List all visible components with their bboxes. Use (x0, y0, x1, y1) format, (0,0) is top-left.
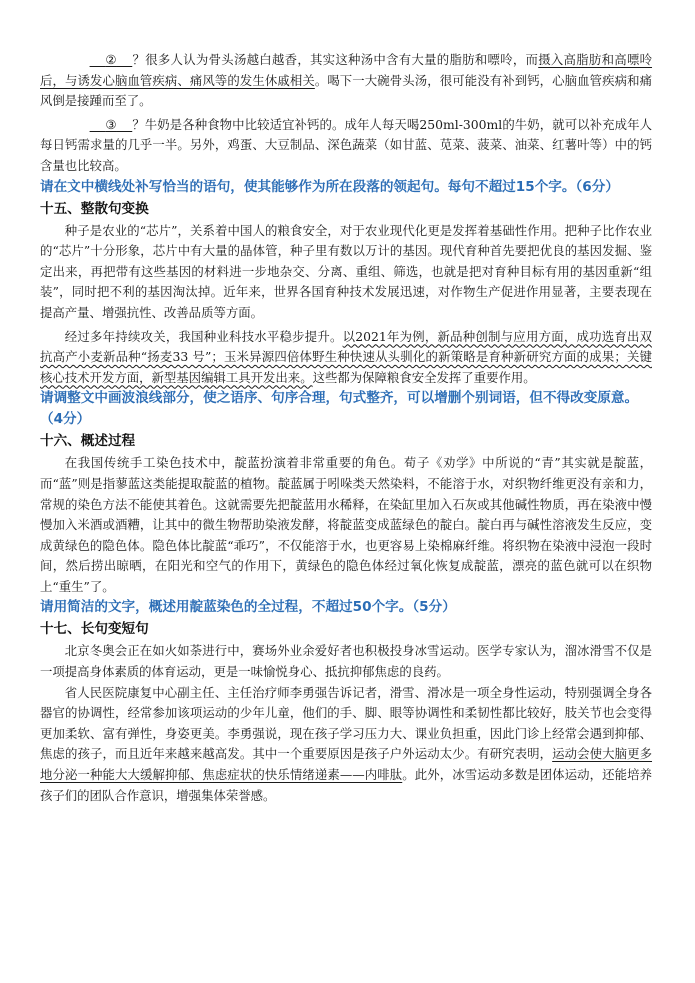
paragraph-16-1: 在我国传统手工染色技术中，靛蓝扮演着非常重要的角色。荀子《劝学》中所说的“青”其实就是靛蓝，而“蓝”则是指蓼蓝这类能提取靛蓝的植物。靛蓝属于吲哚类天然染料，不能溶于水，对织物纤维更没有亲和力，常规的染色方法不能使其着色。这就需要先把靛蓝用水稀释，在染缸里加入石灰或其他碱性物质，再在染液中慢慢加入米酒或酒糟，让其中的微生物帮助染液发酵，将靛蓝变成蓝绿色的靛白。靛白再与碱性溶液发生反应，变成黄绿色的隐色体。隐色体比靛蓝“乖巧”，不仅能溶于水，也更容易上染棉麻纤维。将织物在染液中浸泡一段时间，然后捞出晾晒，在阳光和空气的作用下，黄绿色的隐色体经过氧化恢复成靛蓝，漂亮的蓝色就可以在织物上“重生”了。 (40, 455, 652, 594)
section-heading-16: 十六、概述过程 (40, 433, 136, 450)
blank-number: ③ (105, 116, 117, 132)
paragraph-15-1: 种子是农业的“芯片”，关系着中国人的粮食安全，对于农业现代化更是发挥着基础性作用。把种子比作农业的“芯片”十分形象，芯片中有大量的晶体管，种子里有数以万计的基因。现代育种首先要把优良的基因发掘、鉴定出来，再把带有这些基因的材料进一步地杂交、分离、重组、筛选，也就是把对育种目标有用的基因重新“组装”，同时把不利的基因淘汰掉。近年来，世界各国育种技术发展迅速，对作物生产促进作用显著，主要表现在提高产量、增强抗性、改善品质等方面。 (40, 222, 652, 320)
question-15: 请调整文中画波浪线部分，使之语序、句序合理，句式整齐，可以增删个别词语，但不得改变原意。（4分） (40, 390, 639, 428)
paragraph-14-3 (40, 115, 652, 177)
answer-blank-3[interactable] (65, 115, 132, 136)
blank-number: ② (105, 52, 117, 67)
underlined-text: 摄入高脂肪和高嘌呤后，与诱发心脑血管疾病、痛风等的发生休戚相关 (40, 52, 653, 88)
text: 省人民医院康复中心副主任、主任治疗师李勇强告诉记者，滑雪、滑冰是一项全身性运动，特别强调全身各器官的协调性，经常参加该项运动的少年儿童，他们的手、脚、眼等协调性和柔韧性都比较好，肢关节也会变得更加柔软、富有弹性，身姿更美。李勇强说，现在孩子学习压力大、课业负担重，因此门诊上经常会遇到抑郁、焦虑的孩子，而且近年来越来越高发。其中一个重要原因是孩子户外运动太少。有研究表明， (40, 684, 652, 762)
section-heading-17: 十七、长句变短句 (40, 621, 149, 638)
text: ？很多人认为骨头汤越白越香，其实这种汤中含有大量的脂肪和嘌呤，而 (132, 52, 539, 67)
text: 。喝下一大碗骨头汤，很可能没有补到钙，心脑血管疾病和痛风倒是接踵而至了。 (40, 72, 653, 109)
answer-blank-2[interactable] (65, 50, 132, 71)
text: 这些都为保障粮食安全发挥了重要作用。 (312, 369, 536, 385)
text: 。此外，冰雪运动多数是团体运动，还能培养孩子们的团队合作意识，增强集体荣誉感。 (40, 767, 653, 803)
section-heading-15: 十五、整散句变换 (40, 200, 149, 217)
paragraph-14-2 (40, 50, 652, 112)
document-page (40, 50, 652, 806)
paragraph-17-1: 北京冬奥会正在如火如荼进行中，赛场外业余爱好者也积极投身冰雪运动。医学专家认为，溜冰滑雪不仅是一项提高身体素质的体育运动，更是一味愉悦身心、抵抗抑郁焦虑的良药。 (40, 643, 652, 680)
question-16: 请用简洁的文字，概述用靛蓝染色的全过程，不超过50个字。（5分） (40, 599, 456, 616)
paragraph-17-2 (40, 683, 652, 807)
text: 经过多年持续攻关，我国种业科技水平稳步提升。 (64, 328, 343, 344)
paragraph-15-2 (40, 327, 652, 389)
wavy-underlined-text: 以2021年为例，新品种创制与应用方面，成功选育出双抗高产小麦新品种“扬麦33 号”；玉米异源四倍体野生种快速从头驯化的新策略是育种新研究方面的成果；关键核心技术开发方面，新型基因编辑工具开发出来。 (40, 328, 652, 385)
text: ？牛奶是各种食物中比较适宜补钙的。成年人每天喝250ml-300ml的牛奶，就可以补充成年人每日钙需求量的几乎一半。另外，鸡蛋、大豆制品、深色蔬菜（如甘蓝、苋菜、菠菜、油菜、红薯叶等）中的钙含量也比较高。 (40, 116, 652, 173)
underlined-text: 运动会使大脑更多地分泌一种能大大缓解抑郁、焦虑症状的快乐情绪递素——内啡肽 (40, 746, 653, 783)
question-14: 请在文中横线处补写恰当的语句，使其能够作为所在段落的领起句。每句不超过15个字。（6分） (40, 178, 619, 195)
